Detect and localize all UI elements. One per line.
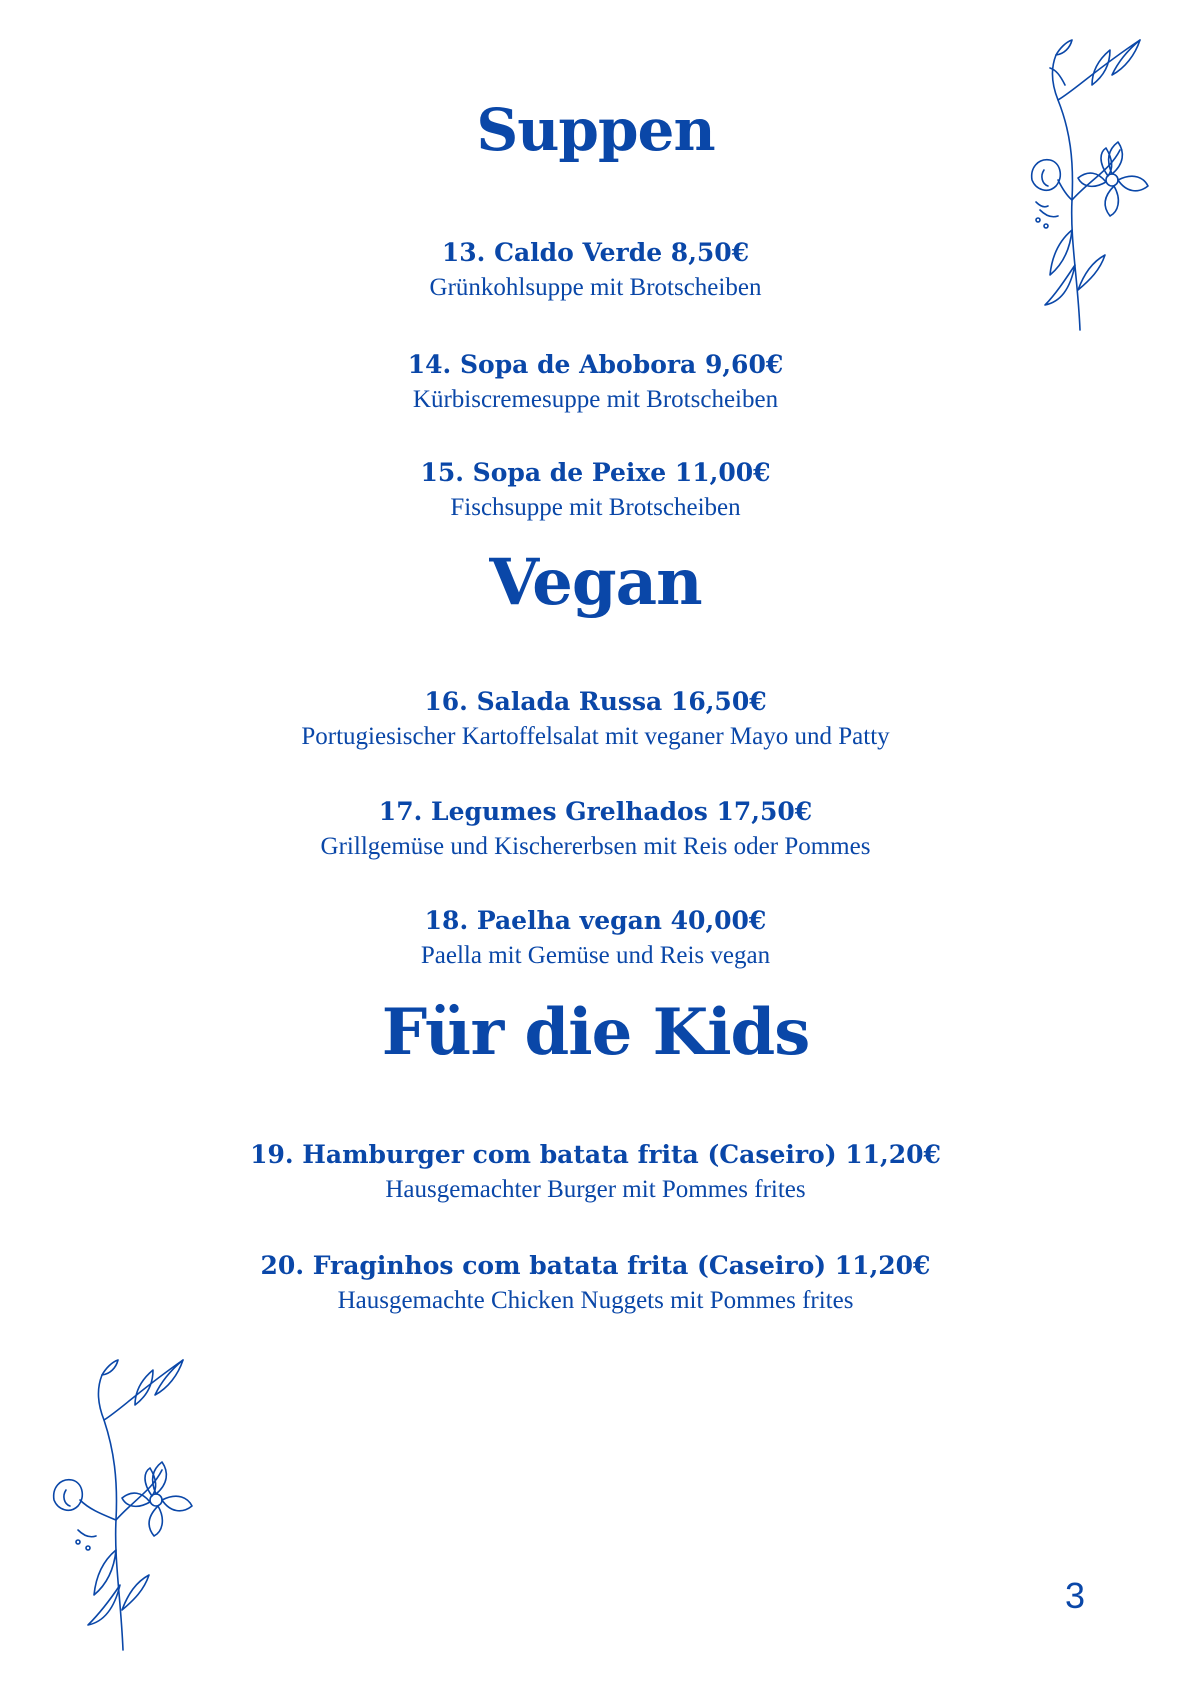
floral-illustration-icon [48, 1350, 193, 1655]
menu-item-name: 19. Hamburger com batata frita (Caseiro) 11,20€ [250, 1140, 941, 1169]
section-title-kids: Für die Kids [381, 995, 810, 1070]
menu-item-name: 16. Salada Russa 16,50€ [424, 687, 767, 716]
page-number: 3 [1065, 1575, 1086, 1616]
menu-item-name: 14. Sopa de Abobora 9,60€ [407, 350, 784, 379]
menu-item-name: 17. Legumes Grelhados 17,50€ [378, 797, 813, 826]
menu-item-name: 18. Paelha vegan 40,00€ [424, 906, 767, 935]
menu-item-description: Hausgemachter Burger mit Pommes frites [385, 1176, 806, 1203]
menu-item-description: Grünkohlsuppe mit Brotscheiben [429, 274, 762, 301]
menu-item [0, 797, 1191, 863]
menu-item [0, 1251, 1191, 1317]
menu-item-description: Portugiesischer Kartoffelsalat mit veganer Mayo und Patty [301, 723, 890, 750]
menu-item-description: Grillgemüse und Kischererbsen mit Reis oder Pommes [320, 833, 871, 860]
menu-item [0, 238, 1191, 304]
menu-item-name: 15. Sopa de Peixe 11,00€ [420, 458, 771, 487]
menu-item-description: Fischsuppe mit Brotscheiben [450, 494, 741, 521]
menu-item [0, 1140, 1191, 1206]
menu-item-name: 13. Caldo Verde 8,50€ [441, 238, 750, 267]
section-title-vegan: Vegan [489, 545, 702, 620]
menu-item-description: Paella mit Gemüse und Reis vegan [420, 942, 771, 969]
menu-item [0, 906, 1191, 972]
menu-item [0, 350, 1191, 416]
menu-item [0, 458, 1191, 524]
menu-item-description: Hausgemachte Chicken Nuggets mit Pommes frites [337, 1287, 854, 1314]
menu-item-name: 20. Fraginhos com batata frita (Caseiro) 11,20€ [260, 1251, 931, 1280]
menu-item-description: Kürbiscremesuppe mit Brotscheiben [412, 386, 779, 413]
section-title-suppen: Suppen [476, 96, 715, 164]
menu-item [0, 687, 1191, 753]
